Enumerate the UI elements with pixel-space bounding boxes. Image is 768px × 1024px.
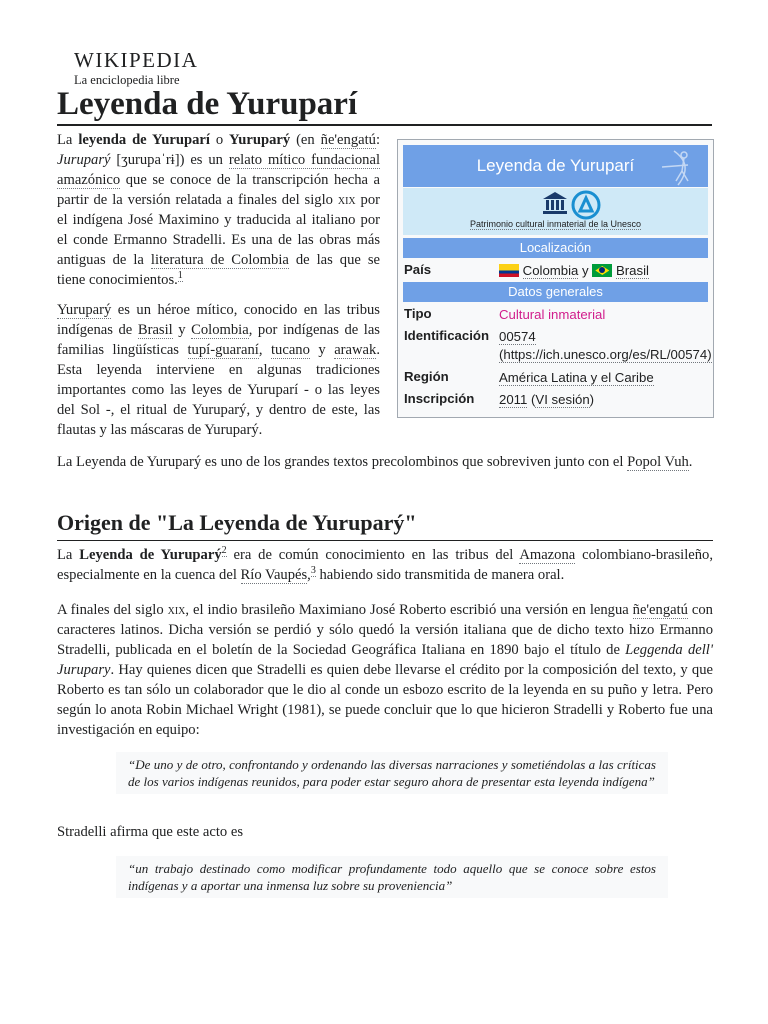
infobox-section-datos: Datos generales [403, 282, 708, 302]
link-neengatu-2[interactable]: ñe'engatú [632, 602, 688, 618]
ref-3[interactable]: 3 [310, 565, 316, 577]
link-tupi-guarani[interactable]: tupí-guaraní [187, 342, 259, 358]
link-yurupary[interactable]: Yuruparý [57, 302, 112, 318]
link-colombia[interactable]: Colombia [191, 322, 249, 338]
wikipedia-logo[interactable] [74, 50, 198, 87]
intro-paragraph-3: La Leyenda de Yuruparý es uno de los grandes textos precolombinos que sobreviven junto con el Popol Vuh. [57, 454, 693, 470]
infobox-title: Leyenda de Yuruparí [403, 145, 708, 187]
link-arawak[interactable]: arawak [334, 342, 377, 358]
section-heading-origen: Origen de "La Leyenda de Yuruparý" [57, 508, 713, 541]
link-brasil[interactable]: Brasil [137, 322, 173, 338]
link-identificacion[interactable]: 00574 (https://ich.unesco.org/es/RL/00574) [499, 329, 712, 362]
ref-1[interactable]: 1 [177, 270, 183, 282]
page-title: Leyenda de Yuruparí [57, 84, 712, 126]
link-region[interactable]: América Latina y el Caribe [499, 370, 654, 385]
link-amazonico[interactable]: amazónico [57, 172, 121, 188]
link-relato-mitico[interactable]: relato mítico fundacional [228, 152, 380, 168]
logo-tagline: La enciclopedia libre [74, 73, 180, 87]
link-literatura-colombia[interactable]: literatura de Colombia [150, 252, 289, 268]
link-popol-vuh[interactable]: Popol Vuh [627, 454, 689, 470]
intro-paragraph-1: La leyenda de Yuruparí o Yuruparý (en ñe'engatú: Juruparý [ʒurupaˈrɨ]) es un relato mítico fundacional amazónico que se conoce de la transcripción hecha a partir de la versión relatada a finales del siglo xix por el indígena José Maximino y traducida al italiano por el conde Ermanno Stradelli. Es una de las obras más antiguas de la literatura de Colombia de las que se tiene conocimientos.$^1$ [57, 132, 381, 288]
link-colombia-infobox[interactable]: Colombia [522, 263, 579, 278]
archer-icon [654, 147, 702, 187]
heritage-caption[interactable]: Patrimonio cultural inmaterial de la Unesco [469, 219, 642, 229]
origen-paragraph-1: La Leyenda de Yuruparý$^2$ era de común conocimiento en las tribus del Amazona colombiano-brasileño, especialmente en la cuenca del Río Vaupés,$^3$ habiendo sido transmitida de manera oral. [57, 545, 713, 583]
brazil-flag-icon [592, 264, 612, 277]
link-2011[interactable]: 2011 [499, 392, 528, 407]
origen-paragraph-3: Stradelli afirma que este acto es [57, 824, 243, 840]
heritage-banner [403, 188, 708, 235]
intro-paragraph-2: Yuruparý es un héroe mítico, conocido en las tribus indígenas de Brasil y Colombia, por indígenas de las familias lingüísticas tupí-guaraní, tucano y arawak. Esta leyenda interviene en algunas tradiciones importantes como las leyes de Yuruparí - o las leyes del Sol -, el ritual de Yuruparý, y dentro de este, las flautas y las máscaras de Yuruparý. [57, 302, 380, 438]
blockquote-2: “un trabajo destinado como modificar profundamente todo aquello que se conoce sobre estos indígenas y a aportar una inmensa luz sobre su proveniencia” [116, 856, 668, 898]
colombia-flag-icon [499, 264, 519, 277]
ref-2[interactable]: 2 [221, 545, 227, 557]
link-rio-vaupes[interactable]: Río Vaupés [240, 567, 308, 583]
origen-paragraph-2: A finales del siglo xix, el indio brasileño Maximiano José Roberto escribió una versión en lengua ñe'engatú con caracteres latinos. Dicha versión se perdió y sólo quedó la versión italiana que de dicho texto hizo Ermanno Stradelli, publicada en el boletín de la Sociedad Geográfica Italiana en 1890 bajo el título de Leggenda dell' Jurupary. Hay quienes dicen que Stradelli es quien debe llevarse el crédito por la composición del texto, y que Roberto es tan sólo un colaborador que le dio al conde un esbozo escrito de la leyenda en su puño y letra. Pero según lo anota Robin Michael Wright (1981), se puede concluir que lo que hicieron Stradelli y Roberto fue una investigación en equipo: [57, 602, 713, 738]
link-vi-sesion[interactable]: VI sesión [535, 392, 590, 407]
link-brasil-infobox[interactable]: Brasil [615, 263, 649, 278]
blockquote-1: “De uno y de otro, confrontando y ordenando las diversas narraciones y sometiéndolas a las críticas de los varios indígenas reunidos, para poder estar seguro ahora de presentar esta leyenda indígena” [116, 752, 668, 794]
infobox: Leyenda de Yuruparí Patrimonio cultural inmaterial de la Unesco Localización País Colombia y Brasil Datos generales Tipo Cultural inmaterial Identificación 00574 (https://ich.unesco.org/es/RL/00574) Región América Latina y el Caribe Inscripción 2011 (VI sesión) [397, 139, 714, 418]
link-amazona[interactable]: Amazona [519, 547, 576, 563]
intangible-heritage-icon[interactable] [571, 190, 601, 220]
link-neengatu[interactable]: ñe'engatú [320, 132, 376, 148]
unesco-icon[interactable] [541, 190, 569, 216]
infobox-section-localizacion: Localización [403, 238, 708, 258]
link-tucano[interactable]: tucano [270, 342, 310, 358]
logo-wordmark: WIKIPEDIA [74, 48, 199, 72]
